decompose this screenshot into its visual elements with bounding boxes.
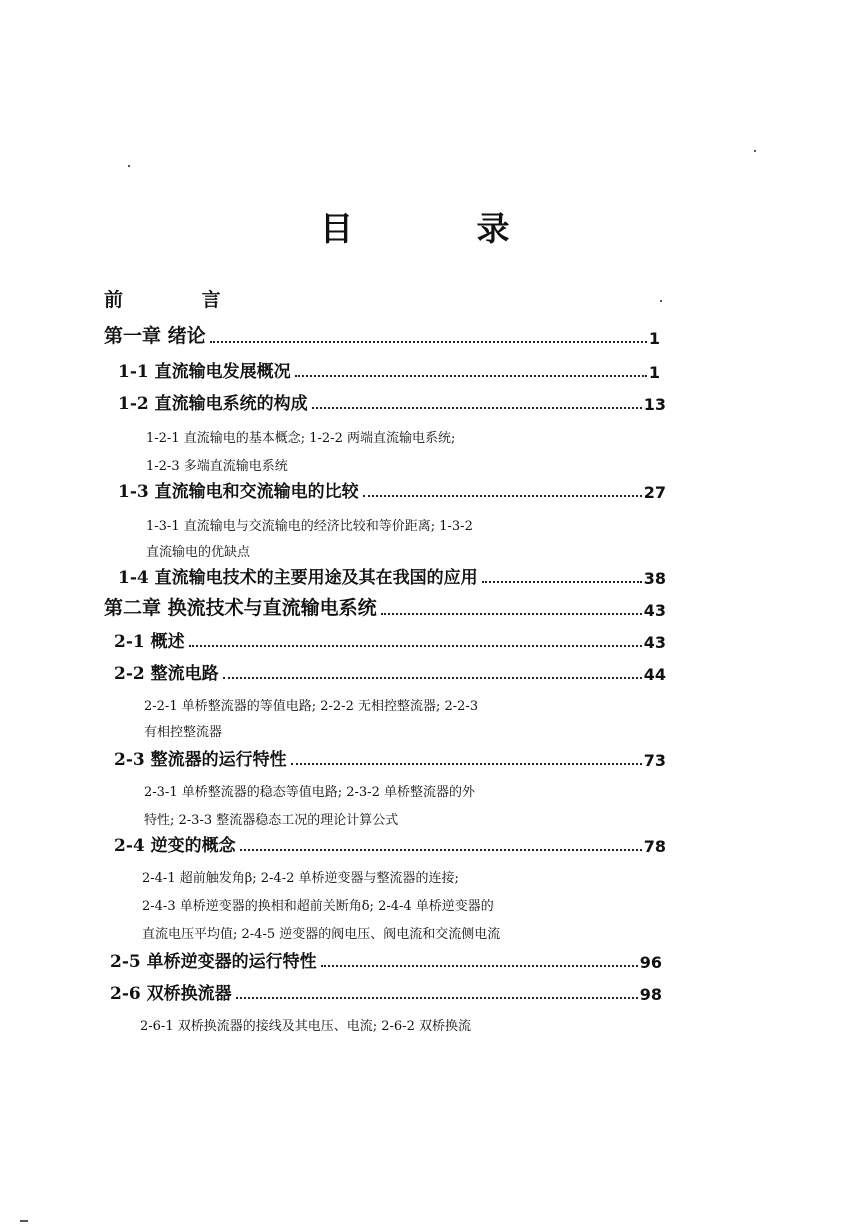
toc-entry	[114, 622, 666, 652]
leader-dots	[189, 644, 642, 647]
toc-label: 1-4 直流输电技术的主要用途及其在我国的应用	[118, 568, 478, 588]
toc-page-number: 43	[643, 601, 666, 620]
toc-subentry	[146, 530, 250, 560]
toc-subentry	[140, 1004, 471, 1034]
toc-page-number: 78	[643, 837, 666, 856]
toc-label: 2-2-1 单桥整流器的等值电路; 2-2-2 无相控整流器; 2-2-3	[144, 699, 479, 714]
toc-label: 1-2-3 多端直流输电系统	[146, 459, 288, 474]
toc-label: 有相控整流器	[144, 725, 223, 740]
toc-entry	[118, 472, 666, 502]
toc-label: 1-3-1 直流输电与交流输电的经济比较和等价距离; 1-3-2	[146, 519, 473, 534]
toc-subentry	[146, 416, 455, 446]
toc-entry	[114, 740, 666, 770]
toc-label: 2-3 整流器的运行特性	[114, 750, 287, 770]
toc-entry	[118, 558, 666, 588]
toc-label: 1-2 直流输电系统的构成	[118, 394, 308, 414]
toc-label: 2-4-3 单桥逆变器的换相和超前关断角δ; 2-4-4 单桥逆变器的	[142, 899, 494, 914]
toc-subentry	[144, 770, 475, 800]
scan-speck	[128, 165, 130, 167]
toc-page-number: 44	[643, 665, 666, 684]
leader-dots	[291, 762, 642, 765]
toc-entry	[110, 974, 662, 1004]
toc-entry	[104, 590, 666, 620]
toc-label: 2-5 单桥逆变器的运行特性	[110, 952, 317, 972]
toc-label: 第二章 换流技术与直流输电系统	[104, 597, 377, 619]
toc-page-number: 27	[643, 483, 666, 502]
toc-preface	[104, 282, 257, 312]
leader-dots	[295, 374, 647, 377]
toc-label: 1-2-1 直流输电的基本概念; 1-2-2 两端直流输电系统;	[146, 431, 456, 446]
toc-subentry	[146, 444, 288, 474]
toc-entry	[114, 654, 666, 684]
toc-label: 2-3-1 单桥整流器的稳态等值电路; 2-3-2 单桥整流器的外	[144, 785, 475, 800]
toc-entry	[104, 318, 660, 348]
toc-label: 2-6-1 双桥换流器的接线及其电压、电流; 2-6-2 双桥换流	[140, 1019, 471, 1034]
toc-entry	[110, 942, 662, 972]
toc-entry	[118, 352, 660, 382]
toc-entry	[114, 826, 666, 856]
toc-subentry	[144, 710, 222, 740]
leader-dots	[240, 848, 642, 851]
leader-dots	[482, 580, 642, 583]
toc-entry	[118, 384, 666, 414]
toc-label: 直流输电的优缺点	[146, 545, 251, 560]
leader-dots	[236, 996, 638, 999]
toc-page-number: 38	[643, 569, 666, 588]
toc-label: 2-1 概述	[114, 632, 185, 652]
leader-dots	[312, 406, 642, 409]
leader-dots	[381, 612, 642, 615]
toc-page-number: 73	[643, 751, 666, 770]
leader-dots	[210, 340, 647, 343]
leader-dots	[223, 676, 642, 679]
toc-label: 2-6 双桥换流器	[110, 984, 232, 1004]
toc-label: 前 言	[104, 289, 257, 311]
toc-page-number: 1	[648, 363, 660, 382]
toc-label: 2-2 整流电路	[114, 664, 219, 684]
toc-label: 2-4-1 超前触发角β; 2-4-2 单桥逆变器与整流器的连接;	[142, 871, 459, 886]
toc-subentry	[142, 884, 494, 914]
toc-page-number: 96	[639, 953, 662, 972]
leader-dots	[363, 494, 642, 497]
toc-label: 2-4 逆变的概念	[114, 836, 236, 856]
toc-subentry	[142, 856, 459, 886]
toc-page-number: 1	[648, 329, 660, 348]
toc-label: 直流电压平均值; 2-4-5 逆变器的阀电压、阀电流和交流侧电流	[142, 927, 501, 942]
toc-label: 1-3 直流输电和交流输电的比较	[118, 482, 359, 502]
leader-dots	[321, 964, 638, 967]
toc-page-number: 98	[639, 985, 662, 1004]
toc-subentry	[142, 912, 500, 942]
page-title: 目 录	[320, 209, 566, 248]
toc-label: 第一章 绪论	[104, 325, 206, 347]
scan-speck	[754, 150, 756, 152]
toc-label: 特性; 2-3-3 整流器稳态工况的理论计算公式	[144, 813, 399, 828]
toc-page-number: 43	[643, 633, 666, 652]
toc-page-number: 13	[643, 395, 666, 414]
toc-subentry	[144, 798, 398, 828]
toc-label: 1-1 直流输电发展概况	[118, 362, 291, 382]
scan-speck	[660, 300, 662, 302]
scan-speck	[20, 1220, 28, 1222]
